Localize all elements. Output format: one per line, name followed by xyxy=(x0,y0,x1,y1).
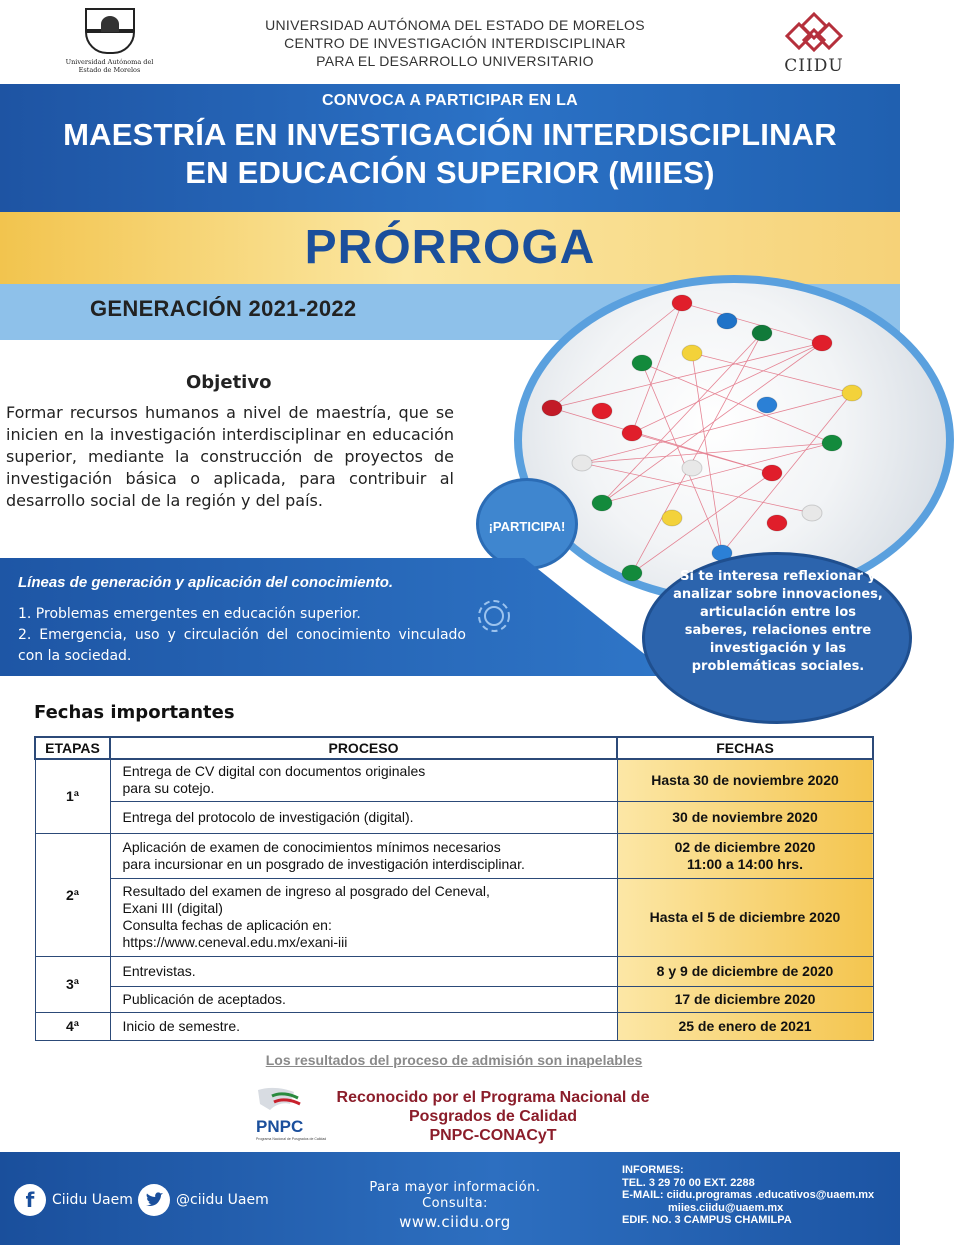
table-row xyxy=(35,801,873,833)
website-link[interactable]: www.ciidu.org xyxy=(399,1213,511,1231)
fecha-line: 02 de diciembre 2020 xyxy=(674,838,816,855)
banner-program-line2: EN EDUCACIÓN SUPERIOR (MIIES) xyxy=(185,155,715,190)
uaem-caption-line2: Estado de Morelos xyxy=(78,66,141,74)
facebook-icon[interactable]: f xyxy=(14,1184,46,1216)
proceso-cell xyxy=(110,833,617,878)
banner-program-line1: MAESTRÍA EN INVESTIGACIÓN INTERDISCIPLINAR xyxy=(63,117,837,152)
twitter-icon[interactable] xyxy=(138,1184,170,1216)
generation-title: GENERACIÓN 2021-2022 xyxy=(90,296,357,321)
pnpc-line3: PNPC-CONACyT xyxy=(429,1127,557,1144)
contact-info xyxy=(622,1164,902,1227)
uaem-caption-line1: Universidad Autónoma del xyxy=(65,58,154,66)
proceso-cell xyxy=(110,986,617,1012)
network-pins-icon xyxy=(522,283,946,597)
informes-label: INFORMES: xyxy=(622,1164,684,1176)
proceso-line: Entrega del protocolo de investigación (digital). xyxy=(122,808,414,825)
prorroga-band xyxy=(0,212,900,284)
lineas-title: Líneas de generación y aplicación del conocimiento. xyxy=(18,574,394,591)
fecha-cell xyxy=(617,1012,873,1040)
fecha-line: 8 y 9 de diciembre de 2020 xyxy=(656,962,834,979)
gear-icon xyxy=(470,594,526,638)
twitter-bird-icon xyxy=(138,1184,170,1216)
ciidu-knot-icon xyxy=(779,10,849,56)
uaem-logo xyxy=(52,8,167,80)
contact-email-2[interactable]: miies.ciidu@uaem.mx xyxy=(668,1201,784,1214)
pnpc-line1: Reconocido por el Programa Nacional de xyxy=(336,1089,650,1106)
proceso-line: para su cotejo. xyxy=(122,780,215,797)
table-row xyxy=(35,833,873,878)
schedule-table xyxy=(34,736,874,1041)
proceso-line: Inicio de semestre. xyxy=(122,1017,240,1034)
proceso-cell xyxy=(110,956,617,986)
proceso-line: Entrevistas. xyxy=(122,962,196,979)
header-etapas: ETAPAS xyxy=(35,737,110,759)
ceneval-link[interactable]: https://www.ceneval.edu.mx/exani-iii xyxy=(122,934,348,950)
pnpc-line2: Posgrados de Calidad xyxy=(408,1108,578,1125)
etapa-cell: 1ª xyxy=(35,759,110,833)
inapelables-note: Los resultados del proceso de admisión son inapelables xyxy=(265,1052,643,1068)
fecha-line: Hasta el 5 de diciembre 2020 xyxy=(649,908,841,925)
pnpc-logo-sub: Programa Nacional de Posgrados de Calidad xyxy=(256,1137,327,1141)
institution-line1: UNIVERSIDAD AUTÓNOMA DEL ESTADO DE MORELOS xyxy=(265,17,645,33)
participa-badge: ¡PARTICIPA! xyxy=(476,478,578,570)
table-row xyxy=(35,759,873,801)
proceso-line: para incursionar en un posgrado de investigación interdisciplinar. xyxy=(122,855,525,872)
fecha-line: 11:00 a 14:00 hrs. xyxy=(687,855,803,872)
fecha-cell xyxy=(617,759,873,801)
pnpc-recognition xyxy=(318,1088,668,1145)
contact-email-1[interactable]: E-MAIL: ciidu.programas .educativos@uaem.mx xyxy=(622,1189,875,1201)
fecha-cell xyxy=(617,956,873,986)
proceso-line: Entrega de CV digital con documentos originales xyxy=(122,763,426,780)
more-info-line2: Consulta: xyxy=(422,1196,488,1211)
twitter-handle[interactable]: @ciidu Uaem xyxy=(176,1192,269,1208)
ciidu-logo xyxy=(766,10,862,82)
objetivo-title: Objetivo xyxy=(186,372,272,393)
etapa-cell: 2ª xyxy=(35,833,110,956)
pnpc-logo-text: PNPC xyxy=(256,1117,304,1136)
fecha-cell xyxy=(617,801,873,833)
prorroga-title: PRÓRROGA xyxy=(304,221,596,274)
fecha-cell xyxy=(617,833,873,878)
interest-text: Si te interesa reflexionar y analizar sobre innovaciones, articulación entre los saberes, relaciones entre investigación y las problemáticas sociales. xyxy=(673,569,883,674)
fecha-cell xyxy=(617,986,873,1012)
proceso-cell xyxy=(110,1012,617,1040)
header-proceso: PROCESO xyxy=(110,737,617,759)
facebook-handle[interactable]: Ciidu Uaem xyxy=(52,1192,133,1208)
proceso-cell xyxy=(110,878,617,956)
fecha-cell xyxy=(617,878,873,956)
proceso-line: Consulta fechas de aplicación en: xyxy=(122,917,332,933)
institution-name xyxy=(205,16,705,70)
header-fechas: FECHAS xyxy=(617,737,873,759)
proceso-line: Publicación de aceptados. xyxy=(122,990,286,1007)
proceso-cell xyxy=(110,801,617,833)
ciidu-logo-text: CIIDU xyxy=(784,56,844,76)
fecha-line: 30 de noviembre 2020 xyxy=(672,808,818,825)
table-row xyxy=(35,878,873,956)
banner-convoca: CONVOCA A PARTICIPAR EN LA xyxy=(321,92,579,109)
fechas-title: Fechas importantes xyxy=(34,702,235,723)
uaem-shield-icon xyxy=(85,8,135,54)
institution-line2: CENTRO DE INVESTIGACIÓN INTERDISCIPLINAR xyxy=(284,35,626,51)
lineas-item-1: 1. Problemas emergentes en educación superior. xyxy=(18,606,361,622)
etapa-cell: 4ª xyxy=(35,1012,110,1040)
contact-address: EDIF. NO. 3 CAMPUS CHAMILPA xyxy=(622,1214,792,1226)
fecha-line: 17 de diciembre 2020 xyxy=(674,990,816,1007)
fecha-line: 25 de enero de 2021 xyxy=(678,1017,812,1034)
proceso-cell xyxy=(110,759,617,801)
proceso-line: Exani III (digital) xyxy=(122,900,223,916)
proceso-line: Aplicación de examen de conocimientos mínimos necesarios xyxy=(122,838,501,855)
etapa-cell: 3ª xyxy=(35,956,110,1012)
institution-line3: PARA EL DESARROLLO UNIVERSITARIO xyxy=(316,53,594,69)
title-banner xyxy=(0,84,900,212)
contact-tel: TEL. 3 29 70 00 EXT. 2288 xyxy=(622,1176,755,1189)
fecha-line: Hasta 30 de noviembre 2020 xyxy=(651,771,839,788)
pnpc-map-icon xyxy=(250,1082,327,1148)
table-header-row xyxy=(35,737,873,759)
more-info xyxy=(340,1180,570,1230)
table-row xyxy=(35,1012,873,1040)
table-row xyxy=(35,956,873,986)
more-info-line1: Para mayor información. xyxy=(369,1180,541,1195)
table-row xyxy=(35,986,873,1012)
lineas-item-2: 2. Emergencia, uso y circulación del conocimiento vinculado con la sociedad. xyxy=(18,627,466,664)
proceso-line: Resultado del examen de ingreso al posgrado del Ceneval, xyxy=(122,883,490,899)
lineas-list xyxy=(18,604,466,667)
objetivo-text: Formar recursos humanos a nivel de maestría, que se inicien en la investigación interdisciplinar en educación superior, mediante la construcción de proyectos de investigación básica o aplicada, para contribuir al desarrollo social de la región y del país. xyxy=(6,403,454,510)
pnpc-logo xyxy=(250,1082,327,1148)
